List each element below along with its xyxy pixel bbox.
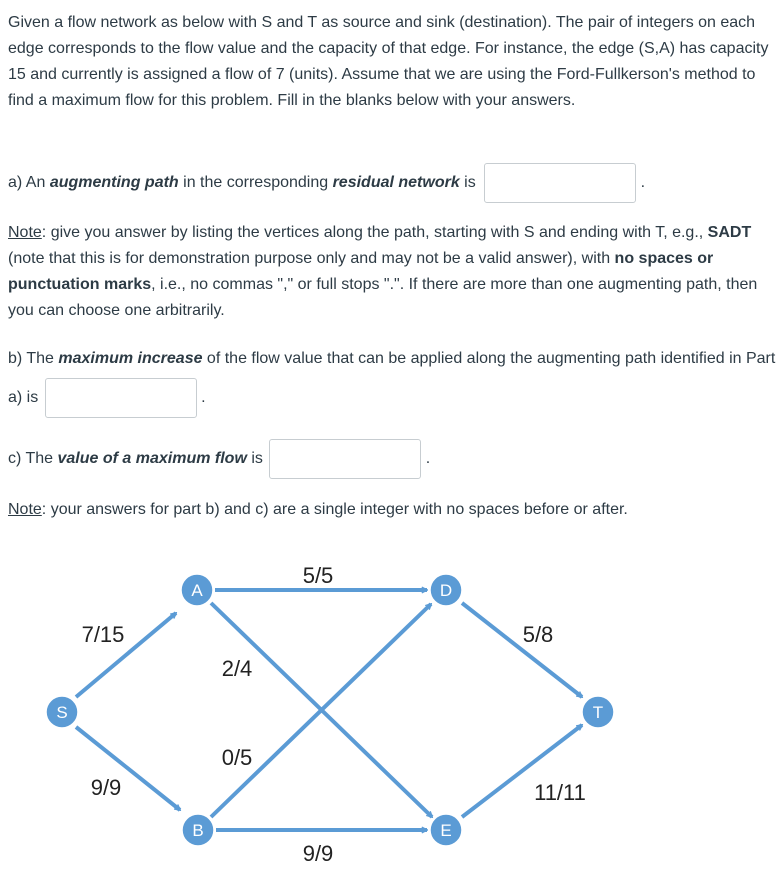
part-c bbox=[8, 439, 430, 479]
part-a-suffix: is bbox=[459, 174, 476, 192]
edge-label-a-e: 2/4 bbox=[221, 656, 253, 681]
part-b-suffix: of the flow value that can be applied along the augmenting path identified in Part a) is bbox=[8, 350, 776, 407]
note-1 bbox=[8, 220, 776, 324]
part-a bbox=[8, 163, 645, 203]
node-label-a: A bbox=[191, 581, 203, 600]
part-c-prefix: c) The bbox=[8, 450, 58, 468]
node-a bbox=[181, 574, 213, 606]
edge-label-e-t: 11/11 bbox=[534, 780, 586, 805]
part-b-prefix: b) The bbox=[8, 350, 59, 367]
node-label-t: T bbox=[592, 703, 604, 722]
node-b bbox=[182, 814, 214, 846]
note-2-label: Note bbox=[8, 501, 42, 518]
edge-label-a-d: 5/5 bbox=[302, 563, 334, 588]
question-intro bbox=[8, 10, 776, 114]
part-a-term-augmenting-path: augmenting path bbox=[49, 174, 179, 192]
answer-input-c[interactable] bbox=[269, 439, 421, 479]
part-a-end: . bbox=[640, 174, 646, 192]
part-b-end: . bbox=[201, 389, 206, 407]
node-e bbox=[430, 814, 462, 846]
note-1-text-3: , i.e., no commas "," or full stops ".". If there are more than one augmenting path, then you can choose one arbitrarily. bbox=[8, 276, 758, 319]
edge-label-s-b: 9/9 bbox=[90, 775, 122, 800]
part-b-term-maximum-increase: maximum increase bbox=[58, 350, 203, 367]
part-b bbox=[8, 339, 778, 418]
node-label-e: E bbox=[440, 821, 452, 840]
nodes bbox=[46, 574, 614, 846]
edge-label-b-d: 0/5 bbox=[221, 745, 253, 770]
part-c-term-value-of-max-flow: value of a maximum flow bbox=[57, 450, 247, 468]
node-s bbox=[46, 696, 78, 728]
part-a-term-residual-network: residual network bbox=[332, 174, 460, 192]
answer-input-b[interactable] bbox=[45, 378, 197, 418]
edge-d-t bbox=[462, 603, 582, 697]
flow-network-diagram bbox=[0, 540, 781, 870]
note-2-text: : your answers for part b) and c) are a single integer with no spaces before or after. bbox=[41, 501, 628, 518]
part-c-suffix: is bbox=[246, 450, 263, 468]
part-a-middle: in the corresponding bbox=[178, 174, 333, 192]
part-c-end: . bbox=[425, 450, 431, 468]
note-1-example: SADT bbox=[707, 224, 752, 241]
edge-label-s-a: 7/15 bbox=[81, 622, 125, 647]
edge-label-b-e: 9/9 bbox=[302, 841, 334, 866]
node-label-d: D bbox=[439, 581, 453, 600]
note-1-label: Note bbox=[8, 224, 42, 241]
edges bbox=[76, 590, 582, 830]
note-1-text-1: : give you answer by listing the vertices along the path, starting with S and ending with T, e.g., bbox=[41, 224, 708, 241]
note-2 bbox=[8, 497, 628, 523]
edge-label-d-t: 5/8 bbox=[522, 622, 554, 647]
node-t bbox=[582, 696, 614, 728]
note-1-text-2: (note that this is for demonstration purpose only and may not be a valid answer), with bbox=[8, 250, 615, 267]
note-1-bold: no spaces or punctuation marks bbox=[8, 250, 714, 293]
answer-input-a[interactable] bbox=[484, 163, 636, 203]
node-label-s: S bbox=[56, 703, 68, 722]
part-a-prefix: a) An bbox=[8, 174, 50, 192]
intro-text: Given a flow network as below with S and T as source and sink (destination). The pair of integers on each edge corresponds to the flow value and the capacity of that edge. For instance, the edge (S,A) has capacity 15 and currently is assigned a flow of 7 (units). Assume that we are using the Ford-Fullkerson's method to find a maximum flow for this problem. Fill in the blanks below with your answers. bbox=[8, 14, 769, 109]
node-d bbox=[430, 574, 462, 606]
node-label-b: B bbox=[192, 821, 204, 840]
edge-labels bbox=[82, 563, 586, 866]
